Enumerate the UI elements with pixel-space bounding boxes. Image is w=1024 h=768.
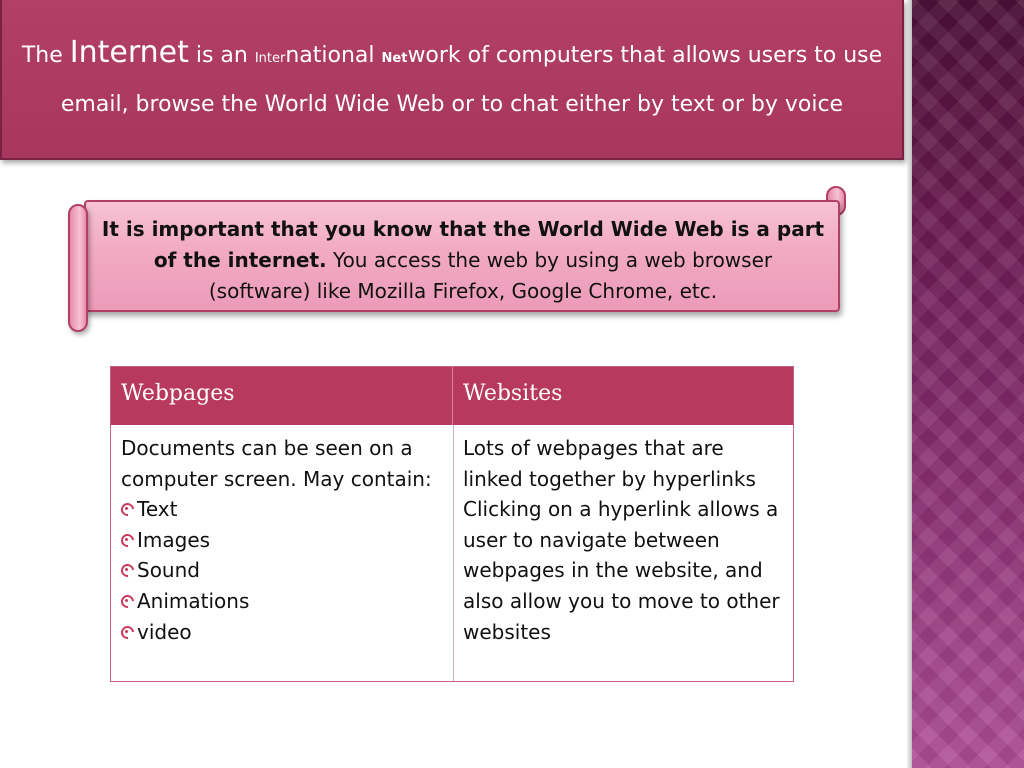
scroll-roll-left [68,204,88,332]
list-item-label: video [137,619,192,644]
list-item [121,617,449,648]
table-header-webpages: Webpages [111,367,453,425]
swirl-bullet-icon [121,534,134,548]
list-item-label: Text [137,497,178,522]
title-text-part: The [21,43,70,68]
comparison-table [110,366,794,682]
webpages-intro: Documents can be seen on a computer screen. May contain: [121,436,432,491]
callout-bold-text: It is important that you know that the World Wide Web is a part of the internet. [101,217,825,272]
swirl-bullet-icon [121,503,134,517]
decorative-side-stripe [912,0,1024,768]
table-cell-webpages [121,433,449,647]
list-item-label: Animations [137,588,250,613]
list-item [121,555,449,586]
swirl-bullet-icon [121,626,134,640]
slide-title [12,30,892,128]
list-item [121,494,449,525]
websites-line: Lots of webpages that are linked together by hyperlinks [463,436,756,491]
list-item-label: Images [137,527,211,552]
swirl-bullet-icon [121,564,134,578]
title-acronym-part: Net [381,51,408,66]
websites-line: Clicking on a hyperlink allows a user to navigate between webpages in the website, and also allow you to move to other websites [463,497,780,644]
title-text-part: work of computers that allows users to use email, browse the World Wide Web or to chat either by text or by voice [60,43,883,117]
title-text-part: is an [188,43,255,68]
title-acronym-part: Inter [254,51,286,66]
callout-body-text: You access the web by using a web browser (software) like Mozilla Firefox, Google Chrome, etc. [208,248,773,303]
swirl-bullet-icon [121,595,134,609]
callout-text [100,214,826,307]
table-header-websites: Websites [463,381,563,406]
title-keyword: Internet [69,35,189,70]
column-divider [453,425,454,681]
list-item [121,525,449,556]
list-item-label: Sound [137,558,200,583]
title-banner [0,0,904,160]
table-cell-websites [463,433,789,647]
list-item [121,586,449,617]
table-header-row [111,367,793,425]
title-text-part: national [285,43,382,68]
